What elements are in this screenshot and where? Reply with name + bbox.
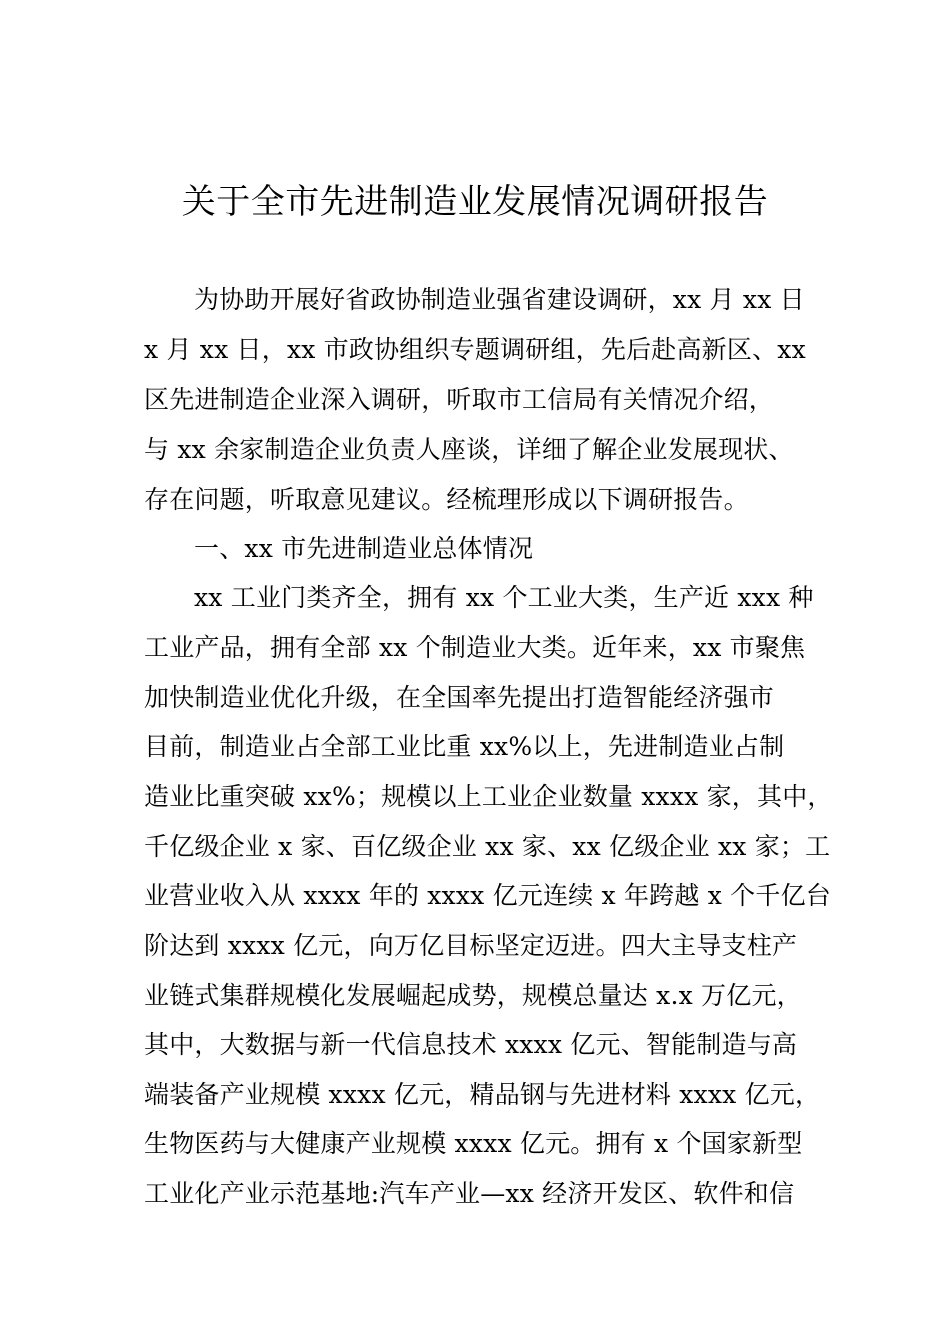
- paragraph-line: 加快制造业优化升级，在全国率先提出打造智能经济强市: [144, 683, 775, 712]
- paragraph-line: 造业比重突破 xx%；规模以上工业企业数量 xxxx 家，其中，: [144, 782, 833, 811]
- paragraph-line: 区先进制造企业深入调研，听取市工信局有关情况介绍，: [144, 385, 775, 414]
- paragraph-line: 其中，大数据与新一代信息技术 xxxx 亿元、智能制造与高: [144, 1030, 798, 1059]
- paragraph-line: 与 xx 余家制造企业负责人座谈，详细了解企业发展现状、: [144, 435, 794, 464]
- section-heading: 一、xx 市先进制造业总体情况: [194, 534, 534, 563]
- paragraph-line: 工业产品，拥有全部 xx 个制造业大类。近年来，xx 市聚焦: [144, 633, 806, 662]
- paragraph-line: 工业化产业示范基地:汽车产业—xx 经济开发区、软件和信: [144, 1179, 795, 1208]
- paragraph-line: 阶达到 xxxx 亿元，向万亿目标坚定迈进。四大主导支柱产: [144, 931, 798, 960]
- paragraph-line: 存在问题，听取意见建议。经梳理形成以下调研报告。: [144, 485, 749, 514]
- paragraph-line: 端装备产业规模 xxxx 亿元，精品钢与先进材料 xxxx 亿元，: [144, 1080, 821, 1109]
- paragraph-line: 业营业收入从 xxxx 年的 xxxx 亿元连续 x 年跨越 x 个千亿台: [144, 881, 831, 910]
- paragraph-line: x 月 xx 日，xx 市政协组织专题调研组，先后赴高新区、xx: [144, 335, 806, 364]
- paragraph-line: 千亿级企业 x 家、百亿级企业 xx 家、xx 亿级企业 xx 家；工: [144, 832, 831, 861]
- document-title: 关于全市先进制造业发展情况调研报告: [181, 182, 769, 222]
- paragraph-line: 业链式集群规模化发展崛起成势，规模总量达 x.x 万亿元，: [144, 981, 802, 1010]
- paragraph-line: 生物医药与大健康产业规模 xxxx 亿元。拥有 x 个国家新型: [144, 1129, 803, 1158]
- paragraph-line: 为协助开展好省政协制造业强省建设调研，xx 月 xx 日: [194, 285, 805, 314]
- paragraph-line: xx 工业门类齐全，拥有 xx 个工业大类，生产近 xxx 种: [194, 583, 814, 612]
- paragraph-line: 目前，制造业占全部工业比重 xx%以上，先进制造业占制: [144, 732, 785, 761]
